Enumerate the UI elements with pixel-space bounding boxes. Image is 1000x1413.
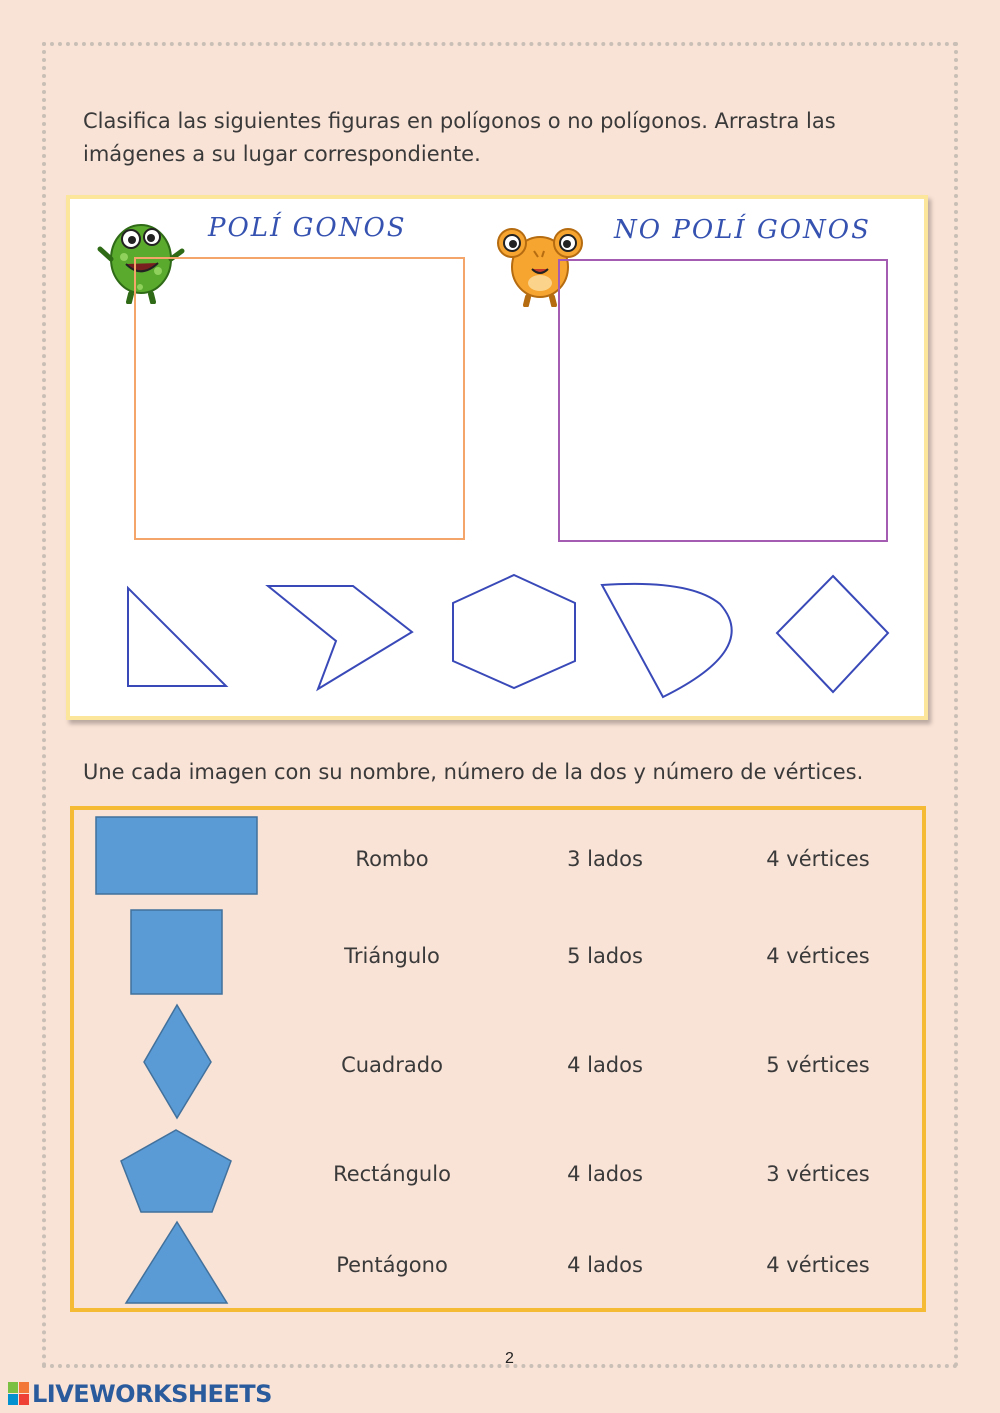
liveworksheets-logo[interactable]: [8, 1380, 272, 1408]
vertices-cell-4[interactable]: 3 vértices: [766, 1162, 870, 1186]
rectangle-shape[interactable]: [96, 817, 257, 894]
rhombus-shape[interactable]: [777, 576, 888, 692]
name-cell-4[interactable]: Rectángulo: [333, 1162, 451, 1186]
vertices-cell-2[interactable]: 4 vértices: [766, 944, 870, 968]
match-instruction: Une cada imagen con su nombre, número de la dos y número de vértices.: [83, 760, 864, 784]
vertices-cell-3[interactable]: 5 vértices: [766, 1053, 870, 1077]
name-cell-1[interactable]: Rombo: [355, 847, 429, 871]
sides-cell-5[interactable]: 4 lados: [567, 1253, 643, 1277]
right-triangle-shape[interactable]: [128, 588, 226, 686]
classify-instruction: Clasifica las siguientes figuras en polígonos o no polígonos. Arrastra las imágenes a su lugar correspondiente.: [83, 109, 836, 166]
hexagon-shape[interactable]: [453, 575, 575, 688]
vertices-cell-5[interactable]: 4 vértices: [766, 1253, 870, 1277]
match-panel: [70, 806, 926, 1312]
page-number: 2: [505, 1350, 514, 1367]
circular-sector-shape[interactable]: [602, 584, 732, 697]
name-cell-2[interactable]: Triángulo: [344, 944, 440, 968]
sides-cell-2[interactable]: 5 lados: [567, 944, 643, 968]
pentagon-shape[interactable]: [121, 1130, 231, 1212]
non-polygons-title: NO POLÍ GONOS: [614, 215, 871, 245]
polygons-title: POLÍ GONOS: [208, 213, 407, 243]
vertices-cell-1[interactable]: 4 vértices: [766, 847, 870, 871]
classify-panel: [66, 195, 928, 720]
sides-cell-4[interactable]: 4 lados: [567, 1162, 643, 1186]
square-shape[interactable]: [131, 910, 222, 994]
rhombus-shape[interactable]: [144, 1005, 211, 1118]
name-cell-3[interactable]: Cuadrado: [341, 1053, 443, 1077]
brand-name: LIVEWORKSHEETS: [32, 1380, 272, 1408]
name-cell-5[interactable]: Pentágono: [336, 1253, 448, 1277]
concave-arrow-shape[interactable]: [268, 586, 412, 689]
triangle-shape[interactable]: [126, 1222, 227, 1303]
sides-cell-3[interactable]: 4 lados: [567, 1053, 643, 1077]
sides-cell-1[interactable]: 3 lados: [567, 847, 643, 871]
liveworksheets-logo-icon: [8, 1382, 30, 1406]
draggable-shapes: [70, 199, 924, 716]
